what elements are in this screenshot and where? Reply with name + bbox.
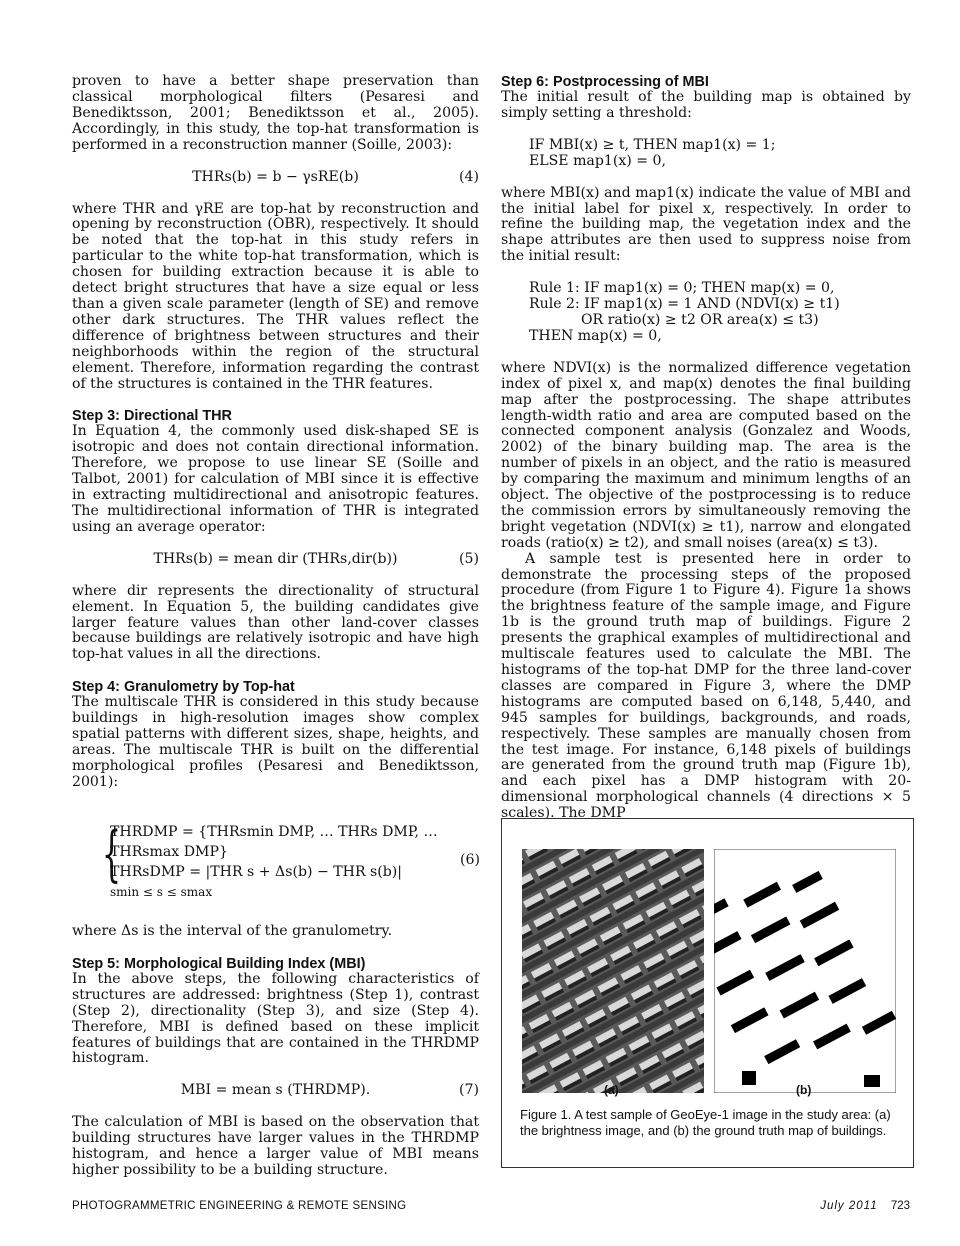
- brightness-image: [522, 849, 704, 1093]
- section-heading: Step 4: Granulometry by Top-hat: [72, 679, 295, 696]
- equation-5: [72, 552, 479, 568]
- equation-text: THRs(b) = b − γsRE(b): [192, 168, 359, 185]
- journal-name: PHOTOGRAMMETRIC ENGINEERING & REMOTE SENSING: [72, 1200, 407, 1212]
- section-heading: Step 5: Morphological Building Index (MBI): [72, 955, 366, 972]
- paragraph: where THR and γRE are top-hat by reconstruction and opening by reconstruction (OBR), respectively. It should be noted that the top-hat in this study refers in particular to the white top-hat transformation, which is chosen for building extraction because it is able to detect bright structures that have a size equal or less than a given scale parameter (length of SE) and remove other dark structures. The THR values reflect the difference of brightness between structures and their neighborhoods within the region of the structural element. Therefore, information regarding the contrast of the structures is contained in the THR features.: [72, 200, 479, 392]
- equation-text: THRs(b) = mean dir (THRs,dir(b)): [153, 550, 398, 567]
- equation-number: (5): [459, 550, 479, 567]
- equation-number: (7): [459, 1082, 479, 1099]
- equation-line: THRsDMP = |THR s + Δs(b) − THR s(b)|: [110, 864, 403, 880]
- paragraph: The initial result of the building map is obtained by simply setting a threshold:: [501, 89, 911, 121]
- paragraph: In Equation 4, the commonly used disk-shaped SE is isotropic and does not contain directional information. Therefore, we propose to use linear SE (Soille and Talbot, 2001) for calculation of MBI since it is effective in extracting multidirectional and anisotropic features. The multidirectional information of THR is integrated using an average operator:: [72, 423, 479, 535]
- rule-line: OR ratio(x) ≥ t2 OR area(x) ≤ t3): [581, 311, 819, 328]
- paragraph: where NDVI(x) is the normalized difference vegetation index of pixel x, and map(x) denotes the final building map after the postprocessing. The shape attributes length-width ratio and area are computed based on the connected component analysis (Gonzalez and Woods, 2002) of the binary building map. The area is the number of pixels in an object, and the ratio is measured by comparing the maximum and minimum lengths of an object. The objective of the postprocessing is to reduce the commission errors by simultaneously removing the bright vegetation (NDVI(x) ≥ t1), narrow and elongated roads (ratio(x) ≥ t2), and small noises (area(x) ≤ t3).: [501, 359, 911, 551]
- brace-glyph: {: [102, 819, 122, 889]
- postprocess-rules: [529, 281, 911, 345]
- figure-caption: Figure 1. A test sample of GeoEye-1 image in the study area: (a) the brightness image, and (b) the ground truth map of buildings.: [520, 1107, 891, 1138]
- subfigure-label-b: (b): [796, 1083, 812, 1097]
- equation-4: [72, 170, 479, 186]
- equation-text: MBI = mean s (THRDMP).: [180, 1082, 371, 1099]
- threshold-rule: [529, 138, 911, 170]
- equation-number: (4): [459, 168, 479, 185]
- ground-truth-map: [714, 849, 896, 1093]
- right-column: [501, 74, 911, 822]
- rule-line: Rule 2: IF map1(x) = 1 AND (NDVI(x) ≥ t1): [529, 296, 840, 313]
- subfigure-label-a: (a): [604, 1083, 619, 1097]
- left-column: [72, 74, 479, 791]
- paragraph: where MBI(x) and map1(x) indicate the value of MBI and the initial label for pixel x, respectively. In order to refine the building map, the vegetation index and the shape attributes are then used to suppress noise from the initial result:: [501, 184, 911, 265]
- equation-number: (6): [460, 852, 480, 868]
- paragraph: The calculation of MBI is based on the observation that building structures have larger values in the THRDMP histogram, and hence a larger value of MBI means higher possibility to be a building structure.: [72, 1114, 479, 1179]
- equation-7: [72, 1083, 479, 1099]
- figure-1: [501, 818, 914, 1168]
- page-footer: [820, 1200, 910, 1212]
- page-number: 723: [890, 1200, 910, 1212]
- section-heading: Step 3: Directional THR: [72, 408, 232, 425]
- paragraph: where dir represents the directionality of structural element. In Equation 5, the building candidates give larger feature values than other land-cover classes because buildings are relatively isotropic and have high top-hat values in all the directions.: [72, 582, 479, 663]
- paragraph: The multiscale THR is considered in this study because buildings in high-resolution images show complex spatial patterns with different sizes, shape, heights, and areas. The multiscale THR is built on the differential morphological profiles (Pesaresi and Benediktsson, 2001):: [72, 694, 479, 790]
- paragraph: proven to have a better shape preservation than classical morphological filters (Pesaresi and Benediktsson, 2001; Benediktsson et al., 2005). Accordingly, in this study, the top-hat transformation is performed in a reconstruction manner (Soille, 2003):: [72, 73, 479, 153]
- rule-line: Rule 1: IF map1(x) = 0; THEN map(x) = 0,: [529, 280, 835, 297]
- paragraph: where Δs is the interval of the granulometry.: [72, 923, 393, 939]
- paragraph: In the above steps, the following characteristics of structures are addressed: brightness (Step 1), contrast (Step 2), directionality (Step 3), and size (Step 4). Therefore, MBI is defined based on these implicit features of buildings that are contained in the THRDMP histogram.: [72, 970, 479, 1067]
- section-heading: Step 6: Postprocessing of MBI: [501, 74, 709, 90]
- issue-date: July 2011: [820, 1200, 878, 1212]
- left-column-lower: [72, 924, 479, 1179]
- equation-line: smin ≤ s ≤ smax: [110, 885, 213, 899]
- rule-line: IF MBI(x) ≥ t, THEN map1(x) = 1;: [529, 136, 776, 153]
- rule-line: THEN map(x) = 0,: [529, 327, 662, 344]
- rule-line: ELSE map1(x) = 0,: [529, 152, 666, 169]
- paragraph: A sample test is presented here in order to demonstrate the processing steps of the proposed procedure (from Figure 1 to Figure 4). Figure 1a shows the brightness feature of the sample image, and Figure 1b is the ground truth map of buildings. Figure 2 presents the graphical examples of multidirectional and multiscale features used to calculate the MBI. The histograms of the top-hat DMP for the three land-cover classes are compared in Figure 3, where the DMP histograms are computed based on 6,148, 5,440, and 945 samples for buildings, backgrounds, and roads, respectively. These samples are manually chosen from the test image. For instance, 6,148 pixels of buildings are generated from the ground truth map (Figure 1b), and each pixel has a DMP histogram with 20-dimensional morphological channels (4 directions × 5 scales). The DMP: [501, 550, 911, 822]
- equation-line: THRDMP = {THRsmin DMP, … THRs DMP, … THRsmax DMP}: [110, 824, 438, 860]
- equation-6: [102, 819, 480, 902]
